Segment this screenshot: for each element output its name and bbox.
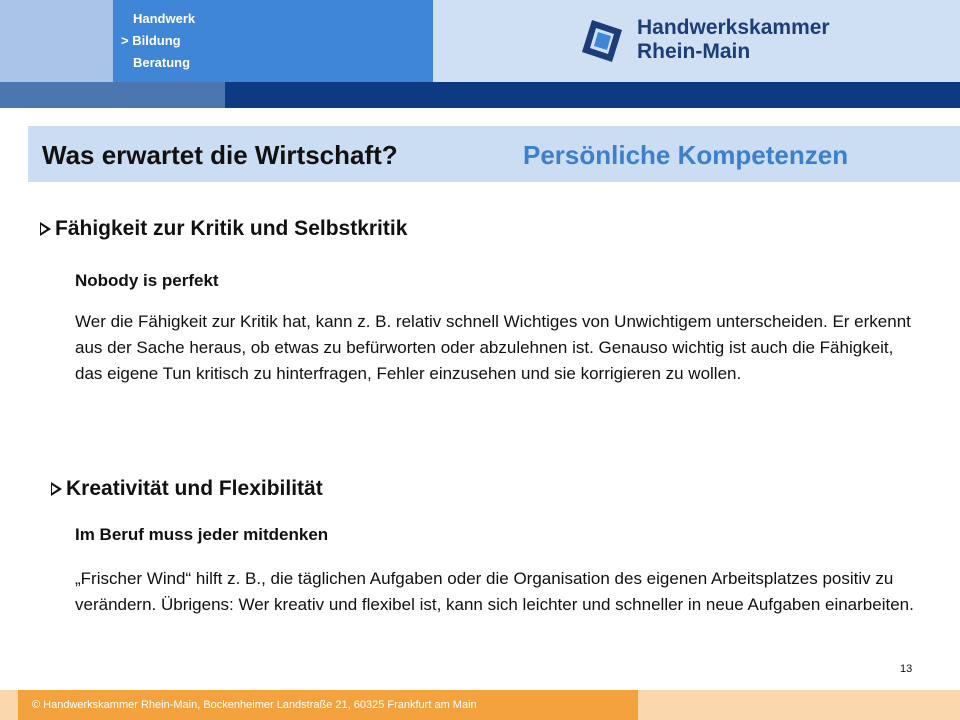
arrow-bullet-icon: [51, 482, 62, 496]
section-heading-text: Fähigkeit zur Kritik und Selbstkritik: [55, 217, 408, 240]
section-heading-kritik: [40, 217, 407, 241]
section-subheading-kritik: Nobody is perfekt: [75, 271, 219, 290]
section-text-kritik: Wer die Fähigkeit zur Kritik hat, kann z. B. relativ schnell Wichtiges von Unwichtigem unterscheiden. Er erkennt aus der Sache heraus, ob etwas zu befürworten oder abzulehnen ist. Genauso wichtig ist auch die Fähigkeit, das eigene Tun kritisch zu hinterfragen, Fehler einzusehen und sie korrigieren zu wollen.: [75, 312, 911, 383]
logo-line-2: Rhein-Main: [637, 40, 751, 63]
slide-title: Was erwartet die Wirtschaft?: [42, 140, 398, 170]
hwk-logo-icon: [578, 18, 624, 64]
footer-left-band: [0, 690, 18, 720]
tagline-beratung: Beratung: [133, 55, 191, 70]
tagline-handwerk: Handwerk: [133, 11, 196, 26]
section-subheading-kreativitaet: Im Beruf muss jeder mitdenken: [75, 525, 329, 544]
section-heading-text: Kreativität und Flexibilität: [66, 477, 323, 500]
page-number: 13: [900, 663, 913, 675]
header-band-right: [225, 82, 960, 108]
footer-right-band: [638, 690, 960, 720]
header-left-panel: [0, 0, 113, 82]
slide-topic: Persönliche Kompetenzen: [523, 140, 849, 170]
tagline-bildung: > Bildung: [121, 33, 181, 48]
header-band-left: [0, 82, 225, 108]
footer-copyright: © Handwerkskammer Rhein-Main, Bockenheimer Landstraße 21, 60325 Frankfurt am Main: [32, 699, 477, 711]
section-heading-kreativitaet: [51, 477, 323, 501]
logo-wordmark: [637, 16, 830, 64]
section-text-kreativitaet: „Frischer Wind“ hilft z. B., die täglichen Aufgaben oder die Organisation des eigenen Arbeitsplatzes positiv zu verändern. Übrigens: Wer kreativ und flexibel ist, kann sich leichter und schneller in neue Aufgaben einarbeiten.: [75, 569, 914, 614]
arrow-bullet-icon: [40, 222, 51, 236]
logo-line-1: Handwerkskammer: [637, 16, 830, 39]
